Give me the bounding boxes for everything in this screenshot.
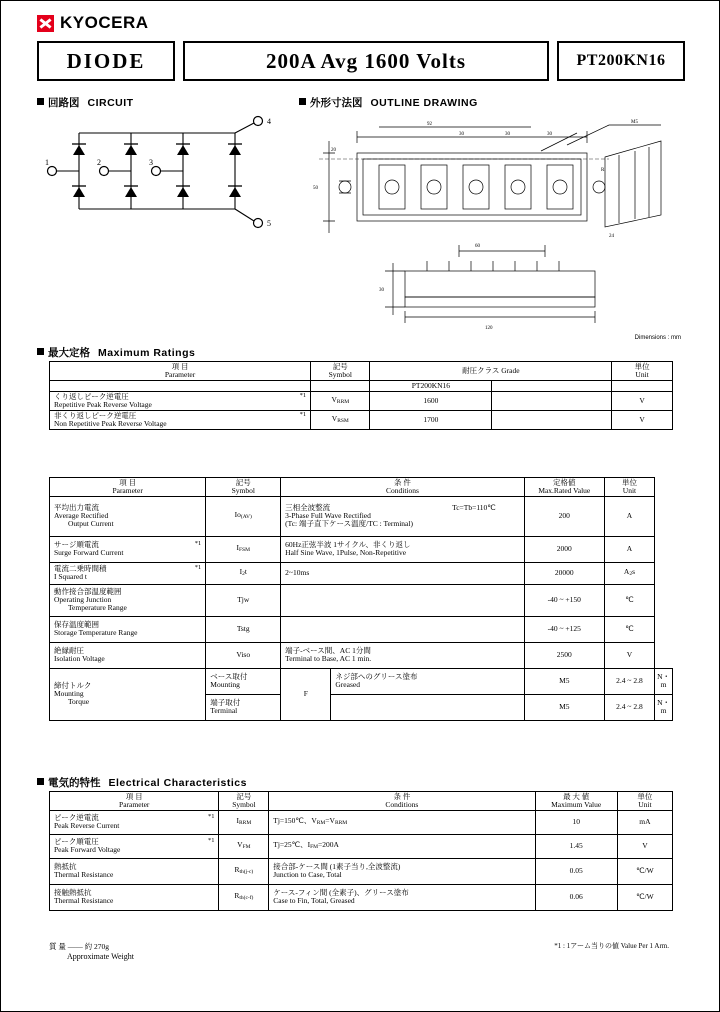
torque-sub-label: ベース取付 Mounting [206, 668, 281, 694]
row-conditions: 60Hz正弦半波 1サイクル、非くり返し Half Sine Wave, 1Pulse, Non-Repetitive [281, 536, 525, 562]
category-label: DIODE [37, 41, 175, 81]
table-row [50, 834, 673, 858]
th-unit: 単位 Unit [612, 362, 673, 381]
svg-text:4: 4 [267, 117, 271, 126]
table-row [50, 410, 673, 429]
table-row-grade [50, 380, 673, 391]
row-value: 0.05 [535, 858, 617, 884]
row-value: 2.4 ~ 2.8 [604, 694, 654, 720]
weight-note: 質 量 —— 約 270g Approximate Weight [49, 942, 134, 961]
row-parameter: *1 電流二乗時間積 I Squared t [50, 562, 206, 584]
kyocera-logo-icon [37, 15, 54, 32]
th-value: 最 大 値 Maximum Value [535, 792, 617, 811]
row-parameter: *1 くり返しピーク逆電圧 Repetitive Peak Reverse Voltage [50, 391, 311, 410]
row-symbol: Tjw [206, 584, 281, 616]
row-conditions [281, 616, 525, 642]
row-conditions: ケース-フィン間 (全素子)、グリース塗布 Case to Fin, Total, Greased [269, 884, 535, 910]
max-ratings-table [49, 477, 673, 721]
row-conditions: 接合部-ケース間 (1素子当り,全波整流) Junction to Case, Total [269, 858, 535, 884]
row-conditions: Tj=25℃、IFM=200A [269, 834, 535, 858]
row-unit: $A^2s$ [604, 562, 654, 584]
row-value: -40 ~ +150 [524, 584, 604, 616]
th-symbol: 記号 Symbol [206, 478, 281, 497]
row-symbol: Viso [206, 642, 281, 668]
row-unit: A [604, 536, 654, 562]
svg-text:M5: M5 [631, 120, 638, 125]
svg-text:30: 30 [459, 132, 464, 137]
brand-logo [37, 13, 149, 33]
row-value: 2500 [524, 642, 604, 668]
row-unit: ℃ [604, 584, 654, 616]
row-symbol: VFM [219, 834, 269, 858]
row-parameter: 接触熱抵抗 Thermal Resistance [50, 884, 219, 910]
svg-text:30: 30 [379, 288, 384, 293]
ratings-table [49, 361, 673, 430]
row-unit: N・m [655, 668, 673, 694]
svg-text:3: 3 [149, 158, 153, 167]
svg-text:120: 120 [485, 326, 493, 331]
outline-drawing [309, 111, 691, 339]
row-value: 1600 [370, 391, 492, 410]
table-row [50, 536, 673, 562]
title-bar [37, 41, 685, 81]
electrical-table [49, 791, 673, 911]
row-unit: V [617, 834, 672, 858]
row-value: -40 ~ +125 [524, 616, 604, 642]
row-unit: mA [617, 810, 672, 834]
brand-name: KYOCERA [60, 13, 149, 32]
row-parameter: *1 サージ順電流 Surge Forward Current [50, 536, 206, 562]
row-conditions: 2~10ms [281, 562, 525, 584]
row-symbol: Io(AV) [206, 496, 281, 536]
row-symbol: F [281, 668, 331, 720]
svg-text:2: 2 [97, 158, 101, 167]
table-row [50, 584, 673, 616]
table-row [50, 391, 673, 410]
bullet-square-icon [37, 348, 44, 355]
rating-title: 200A Avg 1600 Volts [183, 41, 549, 81]
row-parameter: *1 ピーク逆電流 Peak Reverse Current [50, 810, 219, 834]
row-unit: A [604, 496, 654, 536]
row-unit: V [612, 410, 673, 429]
row-parameter: 平均出力電流 Average Rectified Output Current [50, 496, 206, 536]
circuit-diagram [39, 111, 279, 239]
svg-text:5: 5 [267, 219, 271, 228]
th-unit: 単位 Unit [617, 792, 672, 811]
torque-screw: M5 [524, 668, 604, 694]
row-unit: V [612, 391, 673, 410]
table-header-row [50, 792, 673, 811]
row-parameter: *1 非くり返しピーク逆電圧 Non Repetitive Peak Reverse Voltage [50, 410, 311, 429]
row-value: 2.4 ~ 2.8 [604, 668, 654, 694]
bullet-square-icon [37, 778, 44, 785]
th-conditions: 条 件 Conditions [269, 792, 535, 811]
th-conditions: 条 件 Conditions [281, 478, 525, 497]
th-symbol: 記号 Symbol [311, 362, 370, 381]
row-symbol: IFSM [206, 536, 281, 562]
table-row [50, 616, 673, 642]
bullet-square-icon [37, 98, 44, 105]
row-parameter: 絶縁耐圧 Isolation Voltage [50, 642, 206, 668]
row-conditions [281, 584, 525, 616]
svg-text:24: 24 [609, 234, 614, 239]
section-heading-circuit: 回路図 CIRCUIT [37, 95, 134, 110]
grade-value: PT200KN16 [370, 380, 492, 391]
row-symbol: VRRM [311, 391, 370, 410]
row-symbol: Rth(j-c) [219, 858, 269, 884]
section-heading-electrical: 電気的特性 Electrical Characteristics [37, 775, 247, 790]
th-unit: 単位 Unit [604, 478, 654, 497]
th-parameter: 項 目 Parameter [50, 478, 206, 497]
row-parameter: 保存温度範囲 Storage Temperature Range [50, 616, 206, 642]
th-parameter: 項 目 Parameter [50, 792, 219, 811]
row-symbol: IRRM [219, 810, 269, 834]
svg-text:30: 30 [505, 132, 510, 137]
th-symbol: 記号 Symbol [219, 792, 269, 811]
row-unit: ℃/W [617, 858, 672, 884]
row-symbol: Tstg [206, 616, 281, 642]
table-row [50, 496, 673, 536]
row-parameter: 熱抵抗 Thermal Resistance [50, 858, 219, 884]
svg-text:30: 30 [547, 132, 552, 137]
row-value: 1.45 [535, 834, 617, 858]
th-grade: 耐圧クラス Grade [370, 362, 612, 381]
table-row-torque-1 [50, 668, 673, 694]
torque-screw: M5 [524, 694, 604, 720]
row-unit: ℃/W [617, 884, 672, 910]
footnote: *1 : 1アーム当りの値 Value Per 1 Arm. [554, 942, 669, 950]
part-number: PT200KN16 [557, 41, 685, 81]
row-symbol: Rth(c-f) [219, 884, 269, 910]
svg-text:1: 1 [45, 158, 49, 167]
table-row [50, 642, 673, 668]
row-value: 2000 [524, 536, 604, 562]
row-parameter: 動作接合部温度範囲 Operating Junction Temperature Range [50, 584, 206, 616]
row-value: 0.06 [535, 884, 617, 910]
row-value: 200 [524, 496, 604, 536]
th-parameter: 項 目 Parameter [50, 362, 311, 381]
row-unit: ℃ [604, 616, 654, 642]
row-conditions: 端子-ベース間、AC 1分間 Terminal to Base, AC 1 min. [281, 642, 525, 668]
row-unit: N・m [655, 694, 673, 720]
th-value: 定格値 Max.Rated Value [524, 478, 604, 497]
table-row [50, 810, 673, 834]
table-row [50, 562, 673, 584]
row-value: 10 [535, 810, 617, 834]
row-parameter: *1 ピーク順電圧 Peak Forward Voltage [50, 834, 219, 858]
row-value: 1700 [370, 410, 492, 429]
row-conditions [331, 694, 524, 720]
bullet-square-icon [299, 98, 306, 105]
svg-text:60: 60 [475, 244, 480, 249]
table-header-row [50, 478, 673, 497]
row-conditions: Tj=150℃、VRM=VRRM [269, 810, 535, 834]
row-value: 20000 [524, 562, 604, 584]
svg-text:20: 20 [331, 148, 336, 153]
table-row [50, 884, 673, 910]
section-heading-max-ratings: 最大定格 Maximum Ratings [37, 345, 195, 360]
row-unit: V [604, 642, 654, 668]
outline-unit-note: Dimensions : mm [634, 335, 681, 341]
torque-sub-label: 端子取付 Terminal [206, 694, 281, 720]
row-symbol: VRSM [311, 410, 370, 429]
row-conditions: ネジ部へのグリース塗布 Greased [331, 668, 524, 694]
svg-text:R: R [601, 168, 605, 173]
table-header-row [50, 362, 673, 381]
row-symbol: $I^2t$ [206, 562, 281, 584]
svg-text:50: 50 [313, 186, 318, 191]
svg-text:92: 92 [427, 122, 432, 127]
table-row [50, 858, 673, 884]
section-heading-outline: 外形寸法図 OUTLINE DRAWING [299, 95, 478, 110]
row-parameter: 締付トルク Mounting Torque [50, 668, 206, 720]
row-conditions: Tc=Tb=110℃ 三相全波整流 3-Phase Full Wave Rectified (Tc: 端子直下ケース温度/TC : Terminal) [281, 496, 525, 536]
